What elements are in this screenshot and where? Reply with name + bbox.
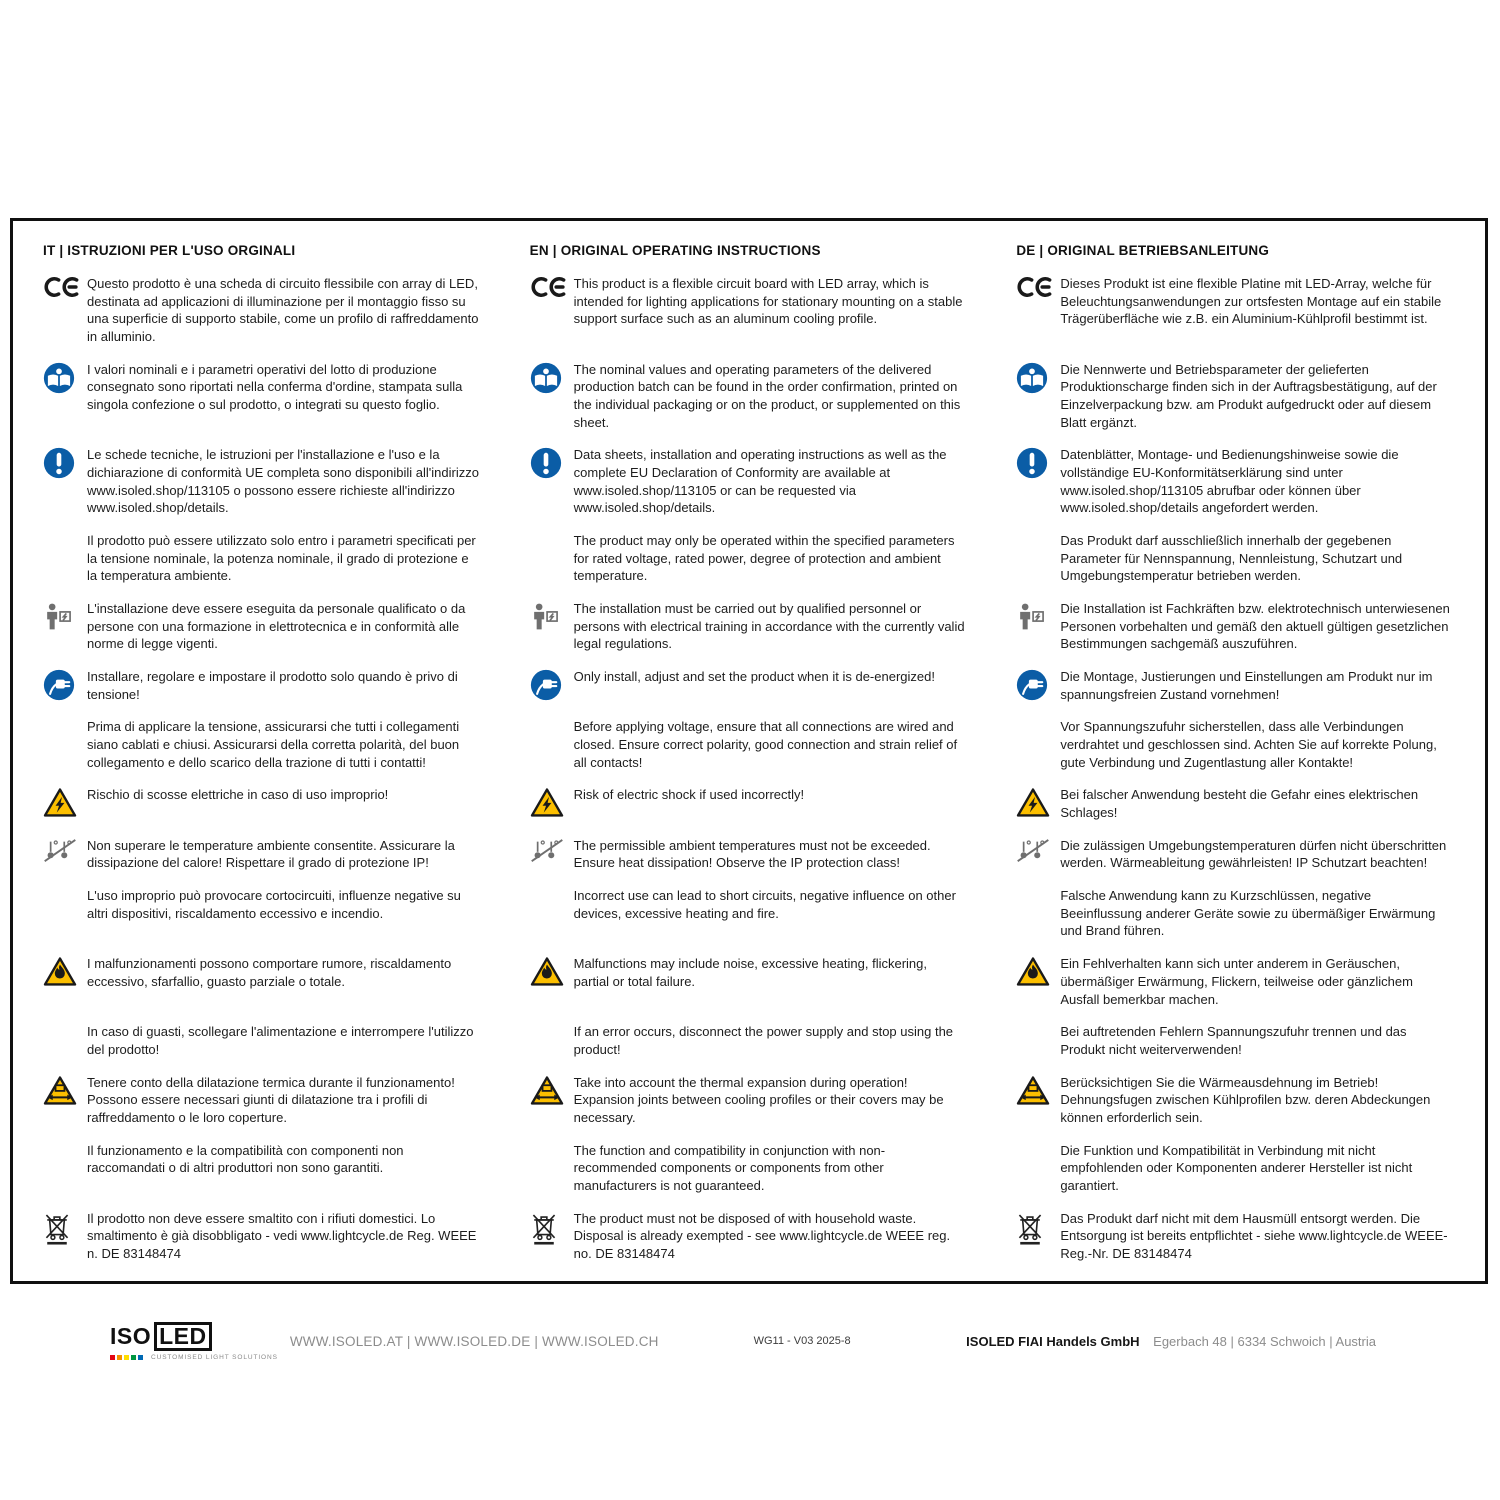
instruction-text: Berücksichtigen Sie die Wärmeausdehnung im Betrieb! Dehnungsfugen zwischen Kühlprofilen bzw. deren Abdeckungen können erforderlich sein. [1060, 1074, 1431, 1125]
footer-websites: WWW.ISOLED.AT | WWW.ISOLED.DE | WWW.ISOLED.CH [289, 1333, 659, 1349]
logo-color-square [131, 1355, 136, 1360]
de-energize-icon [530, 668, 574, 701]
de-energize-icon [1016, 668, 1060, 701]
instruction-text: Dieses Produkt ist eine flexible Platine mit LED-Array, welche für Beleuchtungsanwendungen zur ortsfesten Montage auf ein stabile Trägerüberfläche wie z.B. ein Aluminium-Kühlprofil bestimmt ist. [1060, 276, 1442, 327]
icon-spacer [1016, 1023, 1060, 1024]
instruction-item-de-11 [1016, 955, 1457, 1008]
logo-color-square [110, 1355, 115, 1360]
instruction-text: Tenere conto della dilatazione termica durante il funzionamento! Possono essere necessari giunti di dilatazione tra i profili di raffreddamento o le loro coperture. [87, 1074, 455, 1125]
instruction-text: Installare, regolare e impostare il prodotto solo quando è privo di tensione! [87, 669, 458, 702]
instruction-text: Il prodotto può essere utilizzato solo entro i parametri specificati per la tensione nominale, la potenza nominale, il grado di protezione e la temperatura ambiente. [87, 533, 476, 584]
instruction-item-it-11 [43, 955, 484, 1008]
icon-spacer [530, 532, 574, 533]
icon-spacer [43, 887, 87, 888]
column-header-de: DE | ORIGINAL BETRIEBSANLEITUNG [1016, 243, 1270, 258]
instruction-item-it-10 [43, 887, 484, 940]
instruction-item-it-15 [43, 1210, 484, 1263]
instruction-text: Die Installation ist Fachkräften bzw. elektrotechnisch unterwiesenen Personen vorbehalten und gemäß den aktuell gültigen gesetzlichen Bestimmungen sachgemäß auszuführen. [1060, 601, 1450, 652]
instruction-item-en-11 [530, 955, 971, 1008]
icon-spacer [1016, 532, 1060, 533]
instruction-text: Il funzionamento e la compatibilità con componenti non raccomandati o di altri produttori non sono garantiti. [87, 1142, 404, 1176]
qualified-personnel-icon [43, 600, 87, 632]
instruction-text: Before applying voltage, ensure that all connections are wired and closed. Ensure correct polarity, good connection and strain relief of all contacts! [573, 719, 958, 770]
instruction-item-it-7 [43, 718, 484, 771]
ce-mark-icon [43, 275, 87, 298]
instruction-item-it-3 [43, 446, 484, 517]
warning-electric-icon [530, 786, 574, 818]
instruction-item-it-8 [43, 786, 484, 821]
instruction-item-de-6 [1016, 668, 1457, 703]
instruction-text: Die zulässigen Umgebungstemperaturen dürfen nicht überschritten werden. Wärmeableitung gewährleisten! IP Schutzart beachten! [1060, 837, 1447, 871]
instruction-item-en-12 [530, 1023, 971, 1058]
instruction-text: Take into account the thermal expansion during operation! Expansion joints between cooling profiles or their covers may be necessary. [573, 1074, 944, 1125]
footer [10, 1318, 1488, 1364]
company-address: Egerbach 48 | 6334 Schwoich | Austria [1153, 1333, 1376, 1349]
read-manual-icon [1016, 361, 1060, 394]
instruction-item-en-2 [530, 361, 971, 432]
instruction-item-de-2 [1016, 361, 1457, 432]
instruction-item-de-5 [1016, 600, 1457, 653]
info-alert-icon [1016, 446, 1060, 479]
read-manual-icon [530, 361, 574, 394]
instruction-text: This product is a flexible circuit board with LED array, which is intended for lighting applications for stationary mounting on a stable support surface such as an aluminum cooling profile. [573, 276, 963, 327]
instruction-text: Only install, adjust and set the product when it is de-energized! [573, 669, 935, 685]
instruction-text: Risk of electric shock if used incorrectly! [573, 787, 805, 803]
warning-expansion-icon [1016, 1074, 1060, 1106]
instruction-text: L'installazione deve essere eseguita da personale qualificato o da persone con una formazione in elettrotecnica e in conformità alle norme di legge vigenti. [87, 601, 466, 652]
qualified-personnel-icon [1016, 600, 1060, 632]
weee-disposal-icon [1016, 1210, 1060, 1246]
instruction-text: L'uso improprio può provocare cortocircuiti, influenze negative su altri dispositivi, riscaldamento eccessivo e incendio. [87, 888, 461, 921]
instruction-text: Die Funktion und Kompatibilität in Verbindung mit nicht empfohlenden oder Komponenten anderer Hersteller ist nicht garantiert. [1060, 1142, 1413, 1193]
instruction-text: The nominal values and operating parameters of the delivered production batch can be found in the order confirmation, printed on the individual packaging or on the product, or supplemented on this sheet. [573, 361, 961, 430]
instruction-text: In caso di guasti, scollegare l'alimentazione e interrompere l'utilizzo del prodotto! [87, 1024, 474, 1057]
warning-fire-icon [1016, 955, 1060, 987]
instruction-text: Ein Fehlverhalten kann sich unter anderem in Geräuschen, übermäßiger Erwärmung, Flickern, teilweise oder gänzlichem Ausfall bemerkbar machen. [1060, 956, 1413, 1007]
instruction-item-de-13 [1016, 1074, 1457, 1127]
instruction-item-de-14 [1016, 1142, 1457, 1195]
icon-spacer [1016, 1142, 1060, 1143]
isoled-logo [110, 1322, 278, 1361]
instruction-text: Malfunctions may include noise, excessive heating, flickering, partial or total failure. [573, 956, 927, 989]
instruction-item-de-8 [1016, 786, 1457, 821]
instruction-text: Das Produkt darf ausschließlich innerhalb der gegebenen Parameter für Nennspannung, Nennleistung, Schutzart und Umgebungstemperatur betrieben werden. [1060, 533, 1403, 584]
instruction-item-de-10 [1016, 887, 1457, 940]
logo-tagline: CUSTOMISED LIGHT SOLUTIONS [151, 1353, 278, 1361]
instruction-text: Das Produkt darf nicht mit dem Hausmüll entsorgt werden. Die Entsorgung ist bereits entpflichtet - siehe www.lightcycle.de WEEE-Reg.-Nr. DE 83148474 [1060, 1210, 1448, 1261]
instruction-item-it-4 [43, 532, 484, 585]
qualified-personnel-icon [530, 600, 574, 632]
instruction-text: Data sheets, installation and operating instructions as well as the complete EU Declaration of Conformity are available at www.isoled.shop/113105 or can be requested via www.isoled.shop/details. [573, 447, 947, 516]
instruction-text: Il prodotto non deve essere smaltito con i rifiuti domestici. Lo smaltimento è già disobbligato - vedi www.lightcycle.de Reg. WEEE n. DE 83148474 [87, 1210, 477, 1261]
column-header-it: IT | ISTRUZIONI PER L'USO ORGINALI [43, 243, 296, 258]
instruction-text: Bei falscher Anwendung besteht die Gefahr eines elektrischen Schlages! [1060, 787, 1419, 821]
logo-color-square [124, 1355, 129, 1360]
icon-spacer [1016, 718, 1060, 719]
isoled-wordmark [110, 1322, 278, 1351]
document-code: WG11 - V03 2025-8 [753, 1335, 851, 1347]
instruction-text: Rischio di scosse elettriche in caso di uso improprio! [87, 787, 389, 803]
instruction-text: Die Montage, Justierungen und Einstellungen am Produkt nur im spannungsfreien Zustand vornehmen! [1060, 669, 1433, 702]
instruction-item-de-9 [1016, 837, 1457, 872]
instruction-text: I valori nominali e i parametri operativi del lotto di produzione consegnato sono riportati nella conferma d'ordine, stampata sulla singola confezione o sul prodotto, o integrati su questo foglio. [87, 361, 463, 413]
instruction-item-en-9 [530, 837, 971, 872]
instruction-text: The product must not be disposed of with household waste. Disposal is already exempted - see www.lightcycle.de WEEE reg. no. DE 83148474 [573, 1210, 951, 1261]
instruction-item-en-4 [530, 532, 971, 585]
logo-color-square [117, 1355, 122, 1360]
instruction-item-it-13 [43, 1074, 484, 1127]
instruction-item-en-6 [530, 668, 971, 703]
column-header-en: EN | ORIGINAL OPERATING INSTRUCTIONS [529, 243, 821, 258]
instruction-item-en-10 [530, 887, 971, 940]
info-alert-icon [530, 446, 574, 479]
instruction-item-de-7 [1016, 718, 1457, 771]
instruction-item-en-8 [530, 786, 971, 821]
instruction-item-de-15 [1016, 1210, 1457, 1263]
instruction-text: The product may only be operated within the specified parameters for rated voltage, rated power, degree of protection and ambient temperature. [573, 533, 955, 584]
instruction-item-it-2 [43, 361, 484, 432]
instruction-text: The permissible ambient temperatures must not be exceeded. Ensure heat dissipation! Observe the IP protection class! [573, 837, 931, 871]
instruction-text: If an error occurs, disconnect the power supply and stop using the product! [573, 1024, 954, 1057]
company-name: ISOLED FIAI Handels GmbH [966, 1333, 1140, 1349]
instruction-item-en-13 [530, 1074, 971, 1127]
instruction-text: Non superare le temperature ambiente consentite. Assicurare la dissipazione del calore! Rispettare il grado di protezione IP! [87, 837, 455, 871]
icon-spacer [530, 887, 574, 888]
instruction-item-it-14 [43, 1142, 484, 1195]
weee-disposal-icon [43, 1210, 87, 1246]
icon-spacer [43, 1023, 87, 1024]
company-info [966, 1334, 1376, 1349]
icon-spacer [43, 718, 87, 719]
icon-spacer [530, 1023, 574, 1024]
weee-disposal-icon [530, 1210, 574, 1246]
icon-spacer [43, 1142, 87, 1143]
ce-mark-icon [530, 275, 574, 298]
instruction-item-de-4 [1016, 532, 1457, 585]
instruction-text: Datenblätter, Montage- und Bedienungshinweise sowie die vollständige EU-Konformitätserklärung sind unter www.isoled.shop/113105 abrufbar oder können über www.isoled.shop/details angefordert werden. [1060, 447, 1399, 516]
warning-fire-icon [530, 955, 574, 987]
instruction-item-en-5 [530, 600, 971, 653]
instruction-text: Bei auftretenden Fehlern Spannungszufuhr trennen und das Produkt nicht weiterverwenden! [1060, 1024, 1407, 1057]
warning-electric-icon [1016, 786, 1060, 818]
warning-expansion-icon [530, 1074, 574, 1106]
temperature-limit-icon [43, 837, 87, 864]
instruction-text: Vor Spannungszufuhr sicherstellen, dass alle Verbindungen verdrahtet und geschlossen sind. Achten Sie auf korrekte Polung, gute Verbindung und Zugentlastung aller Kontakte! [1060, 719, 1437, 770]
warning-expansion-icon [43, 1074, 87, 1106]
logo-color-square [138, 1355, 143, 1360]
instruction-text: Prima di applicare la tensione, assicurarsi che tutti i collegamenti siano cablati e chiusi. Assicurarsi della corretta polarità, del buon collegamento e dello scarico della trazione di tutti i contatti! [87, 719, 460, 770]
temperature-limit-icon [530, 837, 574, 864]
instruction-item-en-7 [530, 718, 971, 771]
instruction-item-it-6 [43, 668, 484, 703]
warning-fire-icon [43, 955, 87, 987]
instruction-item-it-5 [43, 600, 484, 653]
instruction-text: The installation must be carried out by qualified personnel or persons with electrical training in accordance with the currently valid legal regulations. [573, 601, 965, 652]
read-manual-icon [43, 361, 87, 394]
icon-spacer [530, 1142, 574, 1143]
instruction-text: I malfunzionamenti possono comportare rumore, riscaldamento eccessivo, sfarfallio, guasto parziale o totale. [87, 956, 452, 989]
document-frame [10, 218, 1488, 1284]
instruction-item-it-9 [43, 837, 484, 872]
temperature-limit-icon [1016, 837, 1060, 864]
instruction-item-it-1 [43, 275, 484, 346]
instruction-text: Questo prodotto è una scheda di circuito flessibile con array di LED, destinata ad applicazioni di illuminazione per il montaggio fisso su una superficie di supporto stabile, come un profilo di raffreddamento in alluminio. [87, 276, 479, 345]
icon-spacer [530, 718, 574, 719]
instruction-item-de-3 [1016, 446, 1457, 517]
instruction-text: Falsche Anwendung kann zu Kurzschlüssen, negative Beeinflussung anderer Geräte sowie zu übermäßiger Erwärmung und Brand führen. [1060, 888, 1436, 939]
instruction-text: Incorrect use can lead to short circuits, negative influence on other devices, excessive heating and fire. [573, 888, 956, 921]
instruction-item-it-12 [43, 1023, 484, 1058]
instruction-item-en-3 [530, 446, 971, 517]
warning-electric-icon [43, 786, 87, 818]
instruction-item-en-14 [530, 1142, 971, 1195]
logo-iso-text: ISO [110, 1322, 152, 1349]
instruction-text: The function and compatibility in conjunction with non-recommended components or components from other manufacturers is not guaranteed. [573, 1142, 886, 1193]
logo-led-box: LED [154, 1322, 212, 1351]
instruction-item-de-12 [1016, 1023, 1457, 1058]
icon-spacer [1016, 887, 1060, 888]
instruction-item-en-1 [530, 275, 971, 346]
ce-mark-icon [1016, 275, 1060, 298]
instruction-item-en-15 [530, 1210, 971, 1263]
instructions-grid [43, 243, 1457, 1263]
de-energize-icon [43, 668, 87, 701]
instruction-text: Le schede tecniche, le istruzioni per l'installazione e l'uso e la dichiarazione di conformità UE completa sono disponibili all'indirizzo www.isoled.shop/113105 o possono essere richieste all'indirizzo www.isoled.shop/details. [87, 447, 479, 516]
icon-spacer [43, 532, 87, 533]
info-alert-icon [43, 446, 87, 479]
logo-color-squares [110, 1355, 145, 1360]
instruction-item-de-1 [1016, 275, 1457, 346]
logo-color-strip [110, 1354, 278, 1361]
instruction-text: Die Nennwerte und Betriebsparameter der gelieferten Produktionscharge finden sich in der Auftragsbestätigung, auf der Einzelverpackung bzw. am Produkt aufgedruckt oder auf diesem Blatt ergänzt. [1060, 361, 1437, 430]
